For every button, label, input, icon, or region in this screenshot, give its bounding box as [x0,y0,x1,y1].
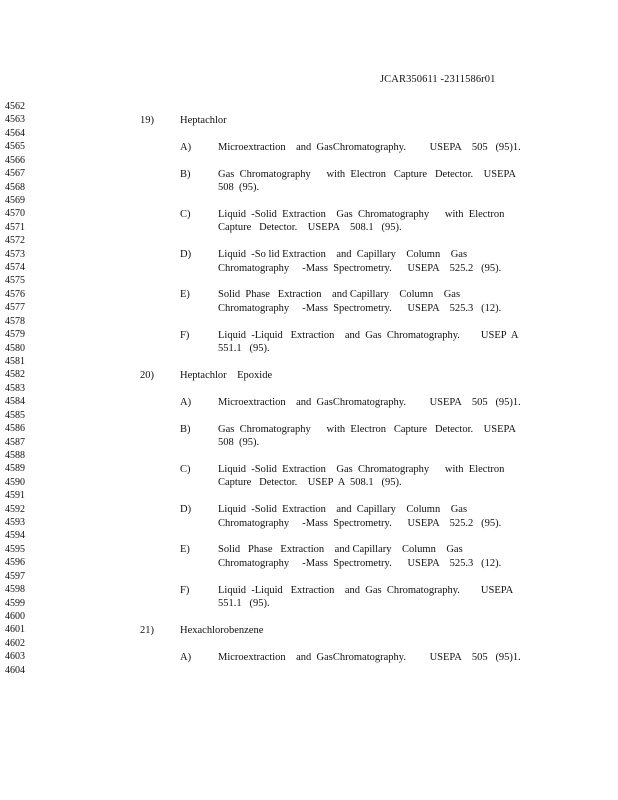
line-number: 4588 [5,449,25,461]
item-text-line: Liquid -Solid Extraction Gas Chromatography with Electron [218,208,505,220]
line-number: 4577 [5,302,25,314]
section-title: Hexachlorobenzene [180,624,264,636]
item-letter: A) [180,651,192,663]
line-number: 4584 [5,396,25,408]
item-text-line: Liquid -Solid Extraction Gas Chromatography with Electron [218,463,505,475]
item-text-line: Liquid -Liquid Extraction and Gas Chromatography. USEPA [218,584,514,596]
line-number: 4566 [5,154,25,166]
line-number: 4589 [5,463,25,475]
item-text-line: Chromatography -Mass Spectrometry. USEPA 525.3 (12). [218,557,502,569]
line-number: 4598 [5,584,25,596]
line-number: 4601 [5,624,25,636]
item-letter: C) [180,463,191,475]
line-number: 4592 [5,503,25,515]
line-number: 4586 [5,423,25,435]
item-letter: A) [180,396,192,408]
section-title: Heptachlor [180,114,227,126]
line-number: 4573 [5,248,25,260]
line-number: 4574 [5,262,25,274]
section-number: 21) [140,624,154,636]
item-text-line: Liquid -So lid Extraction and Capillary Column Gas [218,249,468,261]
item-text-line: Microextraction and GasChromatography. USEPA 505 (95)1. [218,396,521,408]
item-text-line: Microextraction and GasChromatography. USEPA 505 (95)1. [218,651,521,663]
line-number: 4578 [5,315,25,327]
line-number: 4596 [5,557,25,569]
item-letter: A) [180,141,192,153]
item-letter: B) [180,168,191,180]
item-text-line: 508 (95). [218,182,260,194]
line-number: 4593 [5,517,25,529]
item-text-line: 508 (95). [218,437,260,448]
item-letter: D) [180,504,192,516]
line-number: 4585 [5,409,25,421]
line-number: 4600 [5,610,25,622]
item-text-line: Chromatography -Mass Spectrometry. USEPA 525.3 (12). [218,302,502,314]
line-number: 4602 [5,637,25,649]
section-number: 19) [140,114,154,126]
item-letter: D) [180,249,192,261]
line-number: 4603 [5,651,25,663]
line-number: 4568 [5,181,25,193]
item-letter: C) [180,208,191,220]
item-text-line: Microextraction and GasChromatography. USEPA 505 (95)1. [218,141,521,153]
line-number: 4567 [5,168,25,180]
line-number: 4569 [5,194,25,206]
item-text-line: 551.1 (95). [218,343,270,355]
line-number: 4581 [5,355,25,367]
line-number: 4575 [5,275,25,287]
line-number: 4583 [5,382,25,394]
line-number: 4591 [5,490,25,502]
line-number: 4571 [5,221,25,233]
item-text-line: Liquid -Solid Extraction and Capillary Column Gas [218,504,468,516]
line-number: 4563 [5,114,25,126]
item-text-line: 551.1 (95). [218,598,270,610]
line-number: 4590 [5,476,25,488]
line-number: 4565 [5,141,25,153]
item-letter: B) [180,423,191,435]
item-text-line: Gas Chromatography with Electron Capture Detector. USEPA [218,168,516,180]
line-number: 4594 [5,530,25,542]
line-number: 4564 [5,127,25,139]
line-number: 4597 [5,570,25,582]
line-number: 4570 [5,208,25,220]
line-number: 4576 [5,288,25,300]
item-text-line: Capture Detector. USEPA 508.1 (95). [218,222,402,234]
item-text-line: Solid Phase Extraction and Capillary Column Gas [218,544,463,556]
line-number: 4562 [5,101,25,112]
section-title: Heptachlor Epoxide [180,369,273,381]
item-text-line: Liquid -Liquid Extraction and Gas Chromatography. USEP A [218,329,519,341]
line-number: 4595 [5,543,25,555]
item-text-line: Chromatography -Mass Spectrometry. USEPA 525.2 (95). [218,517,502,529]
line-number: 4579 [5,329,25,341]
item-text-line: Gas Chromatography with Electron Capture Detector. USEPA [218,423,516,435]
line-number: 4580 [5,342,25,354]
item-letter: E) [180,289,190,301]
document-header: JCAR350611 -2311586r01 [380,74,496,85]
item-text-line: Chromatography -Mass Spectrometry. USEPA 525.2 (95). [218,262,502,274]
item-letter: F) [180,329,190,341]
item-text-line: Capture Detector. USEP A 508.1 (95). [218,477,402,489]
item-letter: F) [180,584,190,596]
item-text-line: Solid Phase Extraction and Capillary Column Gas [218,289,461,301]
line-number: 4599 [5,597,25,609]
line-number: 4572 [5,235,25,247]
line-number: 4582 [5,369,25,381]
line-number: 4587 [5,436,25,448]
section-number: 20) [140,369,154,381]
item-letter: E) [180,544,190,556]
line-number: 4604 [5,664,25,676]
